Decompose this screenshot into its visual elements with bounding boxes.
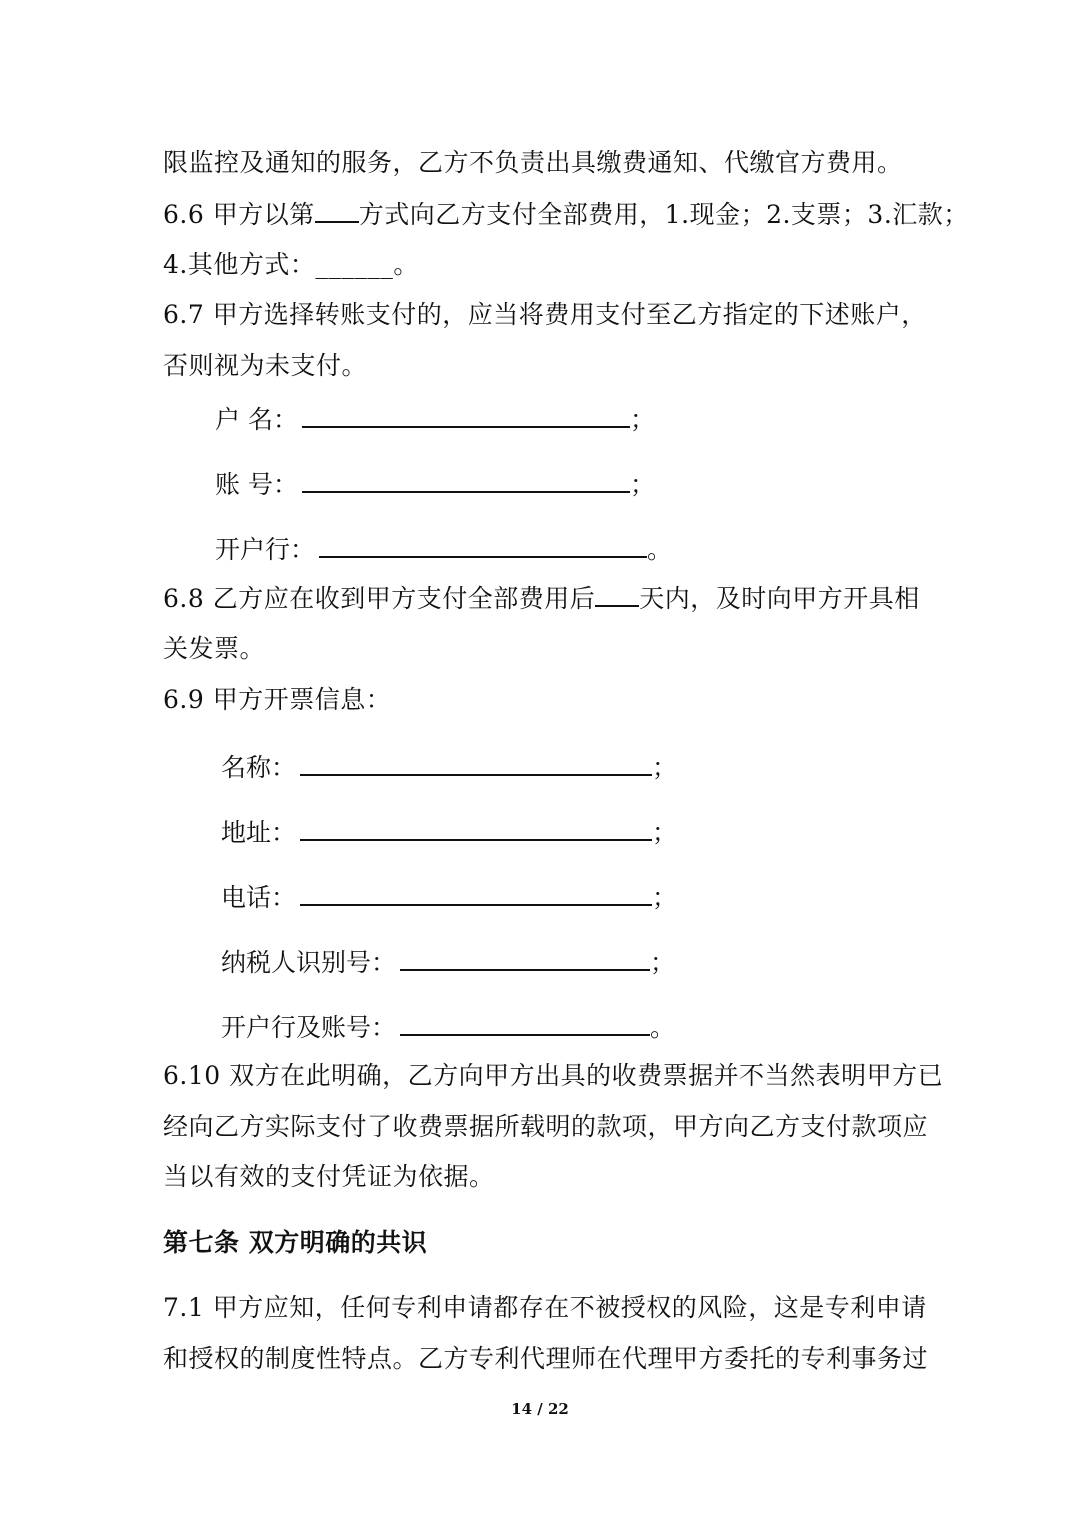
clause-6-8-end: 天内，及时向甲方开具相: [639, 584, 920, 613]
invoice-days-blank[interactable]: [595, 583, 639, 607]
field-end-punct: 。: [650, 1013, 676, 1042]
account-number-blank[interactable]: [302, 467, 630, 493]
invoice-taxid-label: 纳税人识别号：: [221, 948, 397, 977]
invoice-bank-field: [221, 1010, 675, 1043]
payment-method-blank[interactable]: [315, 199, 359, 223]
field-end-punct: ；: [652, 818, 678, 847]
text-line: [163, 250, 419, 280]
clause-6-7-text: 6.7 甲方选择转账支付的，应当将费用支付至乙方指定的下述账户，: [163, 300, 927, 329]
text-line: [163, 634, 265, 664]
field-end-punct: ；: [650, 948, 676, 977]
clause-6-8-start: 6.8 乙方应在收到甲方支付全部费用后: [163, 584, 596, 613]
invoice-phone-label: 电话：: [221, 883, 297, 912]
text-line: [163, 1344, 928, 1374]
text-line: [163, 351, 367, 381]
clause-6-7: [163, 300, 927, 330]
invoice-taxid-field: [221, 945, 675, 978]
clause-7-1-text: 7.1 甲方应知，任何专利申请都存在不被授权的风险，这是专利申请: [163, 1293, 927, 1322]
invoice-bank-blank[interactable]: [400, 1010, 650, 1036]
invoice-address-label: 地址：: [221, 818, 297, 847]
text-line-content: 经向乙方实际支付了收费票据所载明的款项，甲方向乙方支付款项应: [163, 1112, 929, 1141]
invoice-address-field: [221, 815, 677, 848]
bank-blank[interactable]: [319, 532, 647, 558]
clause-6-8: [163, 583, 920, 614]
invoice-bank-label: 开户行及账号：: [221, 1013, 397, 1042]
invoice-taxid-blank[interactable]: [400, 945, 650, 971]
clause-6-6-start: 6.6 甲方以第: [163, 200, 315, 229]
bank-label: 开户行：: [215, 535, 316, 564]
clause-6-9-text: 6.9 甲方开票信息：: [163, 685, 392, 714]
text-line-content: 否则视为未支付。: [163, 351, 368, 380]
clause-6-10-text: 6.10 双方在此明确，乙方向甲方出具的收费票据并不当然表明甲方已: [163, 1061, 944, 1090]
account-name-field: [215, 402, 655, 435]
invoice-name-label: 名称：: [221, 753, 297, 782]
text-line-content: 关发票。: [163, 634, 266, 663]
text-line-content: 限监控及通知的服务，乙方不负责出具缴费通知、代缴官方费用。: [163, 148, 903, 177]
account-number-field: [215, 467, 655, 500]
text-line: [163, 148, 903, 178]
field-end-punct: ；: [652, 753, 678, 782]
invoice-phone-blank[interactable]: [300, 880, 652, 906]
clause-6-9: [163, 685, 391, 715]
clause-6-6: [163, 199, 969, 230]
account-number-label: 账 号：: [215, 470, 298, 499]
field-end-punct: ；: [629, 405, 655, 434]
invoice-phone-field: [221, 880, 677, 913]
article-7-heading-text: 第七条 双方明确的共识: [163, 1228, 428, 1257]
invoice-name-field: [221, 750, 677, 783]
invoice-address-blank[interactable]: [300, 815, 652, 841]
text-line-content: 当以有效的支付凭证为依据。: [163, 1162, 495, 1191]
account-name-label: 户 名：: [215, 405, 298, 434]
invoice-name-blank[interactable]: [300, 750, 652, 776]
clause-7-1: [163, 1293, 927, 1323]
other-method-text: 4.其他方式：______。: [163, 250, 419, 279]
page-number: 14 / 22: [511, 1400, 569, 1418]
article-7-heading: [163, 1228, 427, 1258]
text-line: [163, 1112, 928, 1142]
field-end-punct: 。: [647, 535, 673, 564]
account-name-blank[interactable]: [302, 402, 630, 428]
clause-6-6-end: 方式向乙方支付全部费用，1.现金；2.支票；3.汇款；: [358, 200, 969, 229]
text-line-content: 和授权的制度性特点。乙方专利代理师在代理甲方委托的专利事务过: [163, 1344, 929, 1373]
clause-6-10: [163, 1061, 943, 1091]
field-end-punct: ；: [629, 470, 655, 499]
bank-field: [215, 532, 672, 565]
field-end-punct: ；: [652, 883, 678, 912]
text-line: [163, 1162, 495, 1192]
